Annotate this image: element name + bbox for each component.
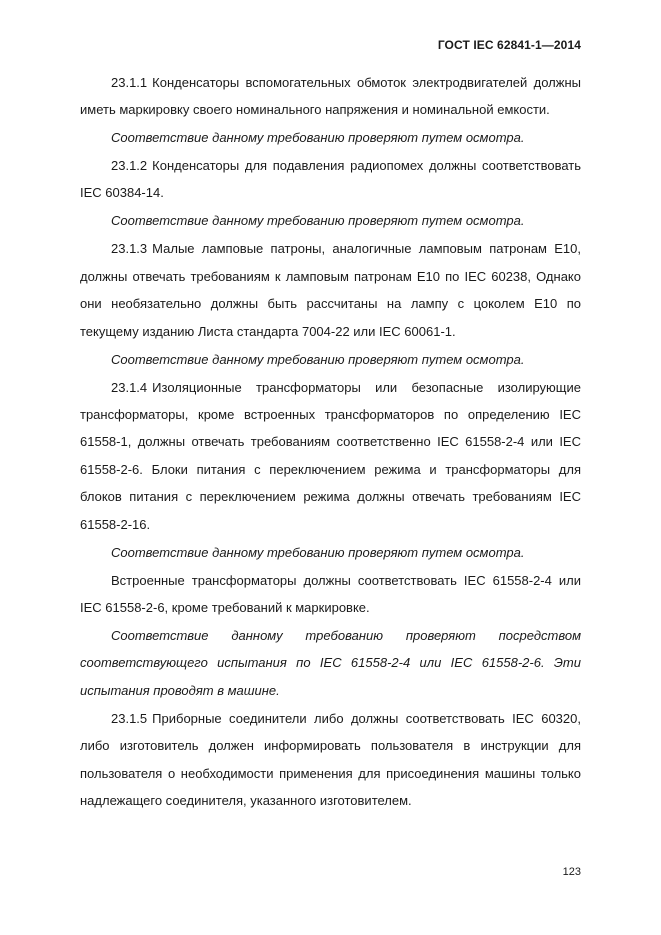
compliance-check: Соответствие данному требованию проверяют путем осмотра.	[111, 213, 525, 229]
compliance-check: Соответствие данному требованию проверяют путем осмотра.	[111, 351, 525, 367]
clause-23-1-3	[80, 235, 581, 345]
embedded-transformers-paragraph: Встроенные трансформаторы должны соответствовать IEC 61558-2-4 или IEC 61558-2-6, кроме требований к маркировке.	[80, 572, 581, 616]
clause-number: 23.1.2	[111, 158, 148, 173]
clause-23-1-4	[80, 373, 581, 538]
clause-23-1-5	[80, 704, 581, 814]
clause-number: 23.1.5	[111, 710, 148, 726]
clause-text: Конденсаторы вспомогательных обмоток электродвигателей должны иметь маркировку своего номинального напряжения и номинальной емкости.	[80, 74, 581, 117]
compliance-check: Соответствие данному требованию проверяют посредством соответствующего испытания по IEC 61558-2-4 или IEC 61558-2-6. Эти испытания проводят в машине.	[80, 628, 581, 698]
clause-text: Малые ламповые патроны, аналогичные ламповым патронам E10, должны отвечать требованиям к ламповым патронам E10 по IEC 60238, Однако они необязательно должны быть рассчитаны на лампу с цоколем E10 по текущему изданию Листа стандарта 7004-22 или IEC 60061-1.	[80, 241, 581, 339]
document-body	[80, 68, 581, 815]
clause-number: 23.1.3	[111, 241, 148, 257]
clause-text: Изоляционные трансформаторы или безопасные изолирующие трансформаторы, кроме встроенных трансформаторов по определению IEC 61558-1, должны отвечать требованиям соответственно IEC 61558-2-4 или IEC 61558-2-6. Блоки питания с переключением режима и трансформаторы для блоков питания с переключением режима должны отвечать требованиям IEC 61558-2-16.	[80, 379, 581, 532]
clause-text: Приборные соединители либо должны соответствовать IEC 60320, либо изготовитель должен информировать пользователя в инструкции для пользователя о необходимости применения для присоединения машины только надлежащего соединителя, указанного изготовителем.	[80, 710, 581, 809]
compliance-check: Соответствие данному требованию проверяют путем осмотра.	[111, 130, 525, 145]
clause-text: Конденсаторы для подавления радиопомех должны соответствовать IEC 60384-14.	[80, 158, 581, 201]
compliance-check: Соответствие данному требованию проверяют путем осмотра.	[111, 544, 525, 560]
clause-number: 23.1.1	[111, 74, 148, 90]
clause-23-1-2	[80, 151, 581, 206]
clause-number: 23.1.4	[111, 379, 148, 395]
document-header: ГОСТ IEC 62841-1—2014	[437, 38, 581, 52]
clause-23-1-1	[80, 68, 581, 123]
page-number: 123	[562, 866, 581, 878]
